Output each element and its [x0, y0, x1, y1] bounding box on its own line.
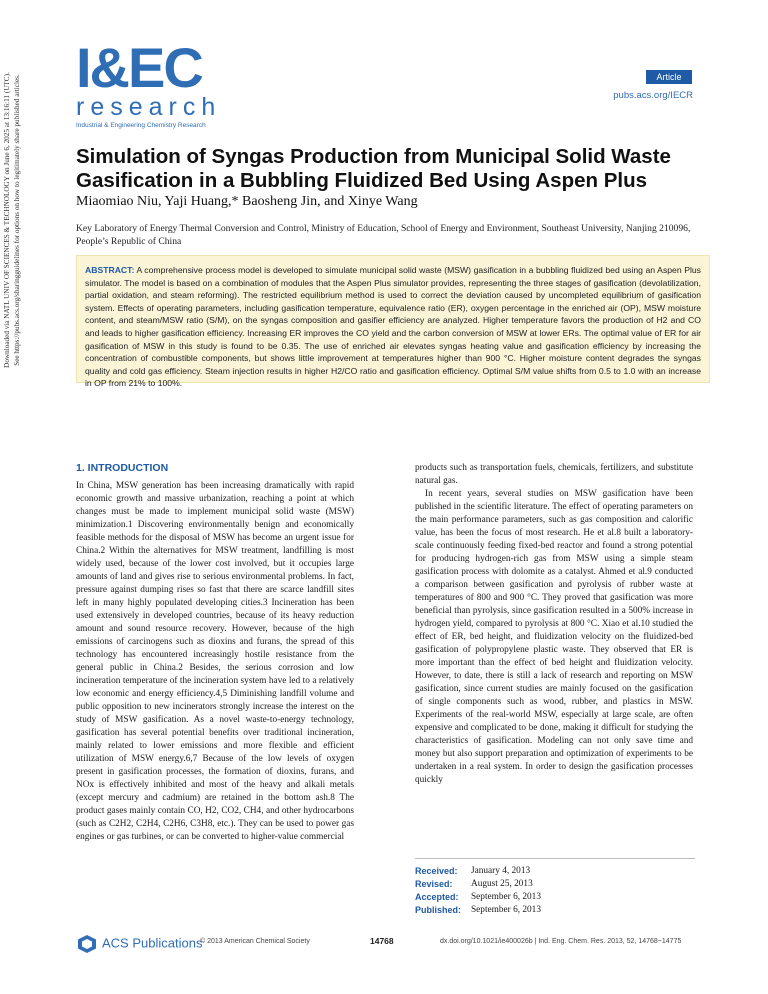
body-column-right	[415, 462, 693, 787]
paragraph: In China, MSW generation has been increasing dramatically with rapid economic growth and massive urbanization, reaching a point at which changes must be made to implement municipal solid waste (MSW) minimization.1 Discovering environmentally benign and economically feasible methods for the disposal of MSW has become an urgent issue for China.2 Within the alternatives for MSW treatment, landfilling is most widely used, because of the lower cost involved, but it occupies large amounts of land and gives rise to serious environmental problems. In fact, pressure against dumping rises so fast that there are scarce landfill sites left in many highly populated developing cities.3 Incineration has been used extensively in developed countries, because of its heavy reduction amount and sound resource recovery. However, because of the high emissions of carcinogens such as dioxins and furans, the spread of this technology has encountered increasingly hostile resistance from the general public in China.2 Besides, the serious corrosion and low incineration temperature of the incineration system have led to a relatively low economic and energy efficiency.4,5 Diminishing landfill volume and public opposition to new incinerators strongly increase the interest on the study of MSW gasification. As a novel waste-to-energy technology, gasification has several potential benefits over traditional incineration, mainly related to lower emissions and more flexible and efficient utilization of MSW energy.6,7 Because of the low levels of oxygen present in gasification processes, the formation of dioxins, furans, and NOx is effectively inhibited and most of the heavy and alkali metals (except mercury and cadmium) are retained in the bottom ash.8 The product gases mainly contain CO, H2, CO2, CH4, and other hydrocarbons (such as C2H2, C2H4, C2H6, C3H8, etc.). They can be used to power gas engines or gas turbines, or can be converted to higher-value commercial	[76, 481, 354, 842]
publisher-name: ACS Publications	[102, 935, 203, 951]
acs-hexagon-icon	[76, 934, 98, 954]
logo-research: research	[76, 93, 222, 121]
logo-mark: I&EC	[76, 36, 202, 99]
download-notice	[2, 50, 42, 390]
section-heading-introduction: 1. INTRODUCTION	[76, 462, 169, 474]
date-row	[415, 878, 695, 891]
date-label: Published:	[415, 905, 462, 915]
copyright: © 2013 American Chemical Society	[200, 938, 310, 945]
abstract-text: A comprehensive process model is developed to simulate municipal solid waste (MSW) gasification in a bubbling fluidized bed using an Aspen Plus simulator. The model is based on a combination of modules that the Aspen Plus simulator provides, representing the three stages of gasification (devolatilization, partial oxidation, and steam reforming). The restricted equilibrium method is used to correct the deviation caused by uncompleted equilibrium of gasification system. Effects of operating parameters, including gasification temperature, equivalence ratio (ER), oxygen percentage in the enriched air (OP), MSW moisture content, and steam/MSW ratio (S/M), on the syngas composition and gasifier efficiency are analyzed. Higher temperature favors the production of H2 and CO and leads to higher gasification efficiency. Increasing ER improves the CO yield and the carbon conversion of MSW at lower ERs. The optimal value of ER for air gasification of MSW in this study is found to be 0.35. The use of enriched air elevates syngas heating value and gasification efficiency by increasing the concentration of combustible components, but shows little improvement at temperatures higher than 900 °C. Higher moisture content degrades the syngas quality and cold gas efficiency. Steam injection results in higher H2/CO ratio and gasification efficiency. Optimal S/M value shifts from 0.5 to 1.0 with an increase in OP from 21% to 100%.	[85, 265, 701, 389]
download-notice-line2: See https://pubs.acs.org/sharingguidelines for options on how to legitimately share published articles.	[13, 74, 21, 366]
date-row	[415, 865, 695, 878]
date-value: September 6, 2013	[471, 905, 541, 915]
publisher-logo	[76, 934, 202, 954]
date-row	[415, 891, 695, 904]
date-label: Revised:	[415, 879, 453, 889]
paper-title: Simulation of Syngas Production from Municipal Solid Waste Gasification in a Bubbling Fluidized Bed Using Aspen Plus	[76, 145, 671, 192]
abstract-label: ABSTRACT:	[85, 265, 135, 275]
body-column-left	[76, 480, 354, 844]
date-label: Accepted:	[415, 892, 459, 902]
date-label: Received:	[415, 866, 458, 876]
paper-authors: Miaomiao Niu, Yaji Huang,* Baosheng Jin, and Xinye Wang	[76, 194, 418, 209]
doi-citation[interactable]: dx.doi.org/10.1021/ie400026b | Ind. Eng. Chem. Res. 2013, 52, 14768−14775	[440, 938, 682, 945]
journal-url-link[interactable]: pubs.acs.org/IECR	[613, 90, 693, 101]
date-value: September 6, 2013	[471, 892, 541, 902]
publication-dates	[415, 858, 695, 917]
journal-logo	[76, 36, 236, 132]
page-number: 14768	[370, 936, 394, 946]
abstract-box	[76, 255, 710, 389]
download-notice-line1: Downloaded via NATL UNIV OF SCIENCES & TECHNOLOGY on June 6, 2025 at 13:16:11 (UTC).	[3, 72, 11, 368]
paper-affiliation: Key Laboratory of Energy Thermal Conversion and Control, Ministry of Education, School of Energy and Environment, Southeast University, Nanjing 210096, People’s Republic of China	[76, 223, 691, 247]
logo-subtitle: Industrial & Engineering Chemistry Research	[76, 122, 206, 129]
paragraph: In recent years, several studies on MSW gasification have been published in the scientific literature. The effect of operating parameters on the main performance parameters, such as gas composition and calorific value, has been the focus of most research. He et al.8 built a laboratory-scale continuously feeding fixed-bed reactor and found a strong potential for producing hydrogen-rich gas from MSW using a simple steam gasification process with dolomite as a catalyst. Ahmed et al.9 conducted a comparison between gasification and pyrolysis of rubber waste at temperatures of 800 and 900 °C. They proved that gasification was more beneficial than pyrolysis, since gasification resulted in a 500% increase in hydrogen yield, compared to pyrolysis at 800 °C. Xiao et al.10 studied the effect of ER, bed height, and fluidization velocity on the fluidized-bed gasification of polypropylene plastic waste. They observed that ER is more important than the effect of bed height and fluidization velocity. However, to date, there is still a lack of research and reporting on MSW gasification, since current studies are mainly focused on the gasification of single components such as wood, rubber, and plastics in MSW. Experiments of the real-world MSW, especially at large scale, are often expensive and complicated to be done, making it difficult for studying the characteristics of gasification. Modeling can not only save time and money but also support preparation and optimization of experiments to be undertaken in a real system. In order to design the gasification processes quickly	[415, 489, 693, 785]
date-value: August 25, 2013	[471, 879, 533, 889]
date-value: January 4, 2013	[471, 866, 531, 876]
date-row	[415, 904, 695, 917]
paragraph: products such as transportation fuels, chemicals, fertilizers, and substitute natural gas.	[415, 463, 693, 486]
article-type-badge: Article	[646, 70, 692, 84]
